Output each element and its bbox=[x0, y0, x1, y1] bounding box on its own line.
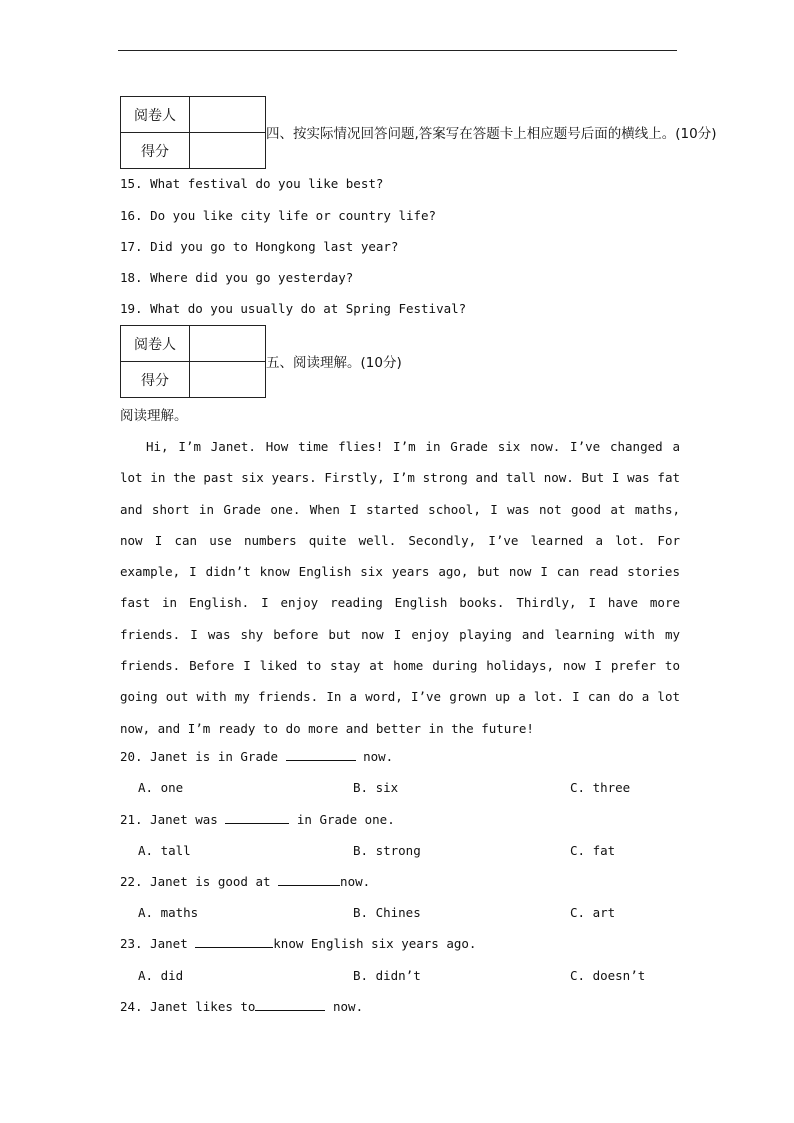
question-21-stem: 21. Janet was bbox=[120, 812, 226, 827]
score-box-section-5 bbox=[120, 325, 266, 398]
question-20-tail: now. bbox=[355, 749, 394, 764]
reading-passage: Hi, I’m Janet. How time flies! I’m in Grade six now. I’ve changed a lot in the past six years. Firstly, I’m strong and tall now. But I was fat and short in Grade one. When I started school, I was not good at maths, now I can use numbers quite well. Secondly, I’ve learned a lot. For example, I didn’t know English six years ago, but now I can read stories fast in English. I enjoy reading English books. Thirdly, I have more friends. I was shy before but now I enjoy playing and learning with my friends. Before I liked to stay at home during holidays, now I prefer to going out with my friends. In a word, I’ve grown up a lot. I can do a lot now, and I’m ready to do more and better in the future! bbox=[120, 439, 680, 736]
q22-option-a[interactable]: A. maths bbox=[138, 905, 199, 920]
question-24-stem: 24. Janet likes to bbox=[120, 999, 256, 1014]
question-21 bbox=[120, 812, 395, 827]
q22-option-b[interactable]: B. Chines bbox=[353, 905, 421, 920]
q23-option-c[interactable]: C. doesn’t bbox=[570, 968, 646, 983]
q20-option-b[interactable]: B. six bbox=[353, 780, 399, 795]
question-22-stem: 22. Janet is good at bbox=[120, 874, 279, 889]
question-23 bbox=[120, 936, 476, 951]
q20-option-a[interactable]: A. one bbox=[138, 780, 184, 795]
question-23-stem: 23. Janet bbox=[120, 936, 196, 951]
score-label: 得分 bbox=[121, 362, 190, 398]
question-17: 17. Did you go to Hongkong last year? bbox=[120, 239, 399, 254]
question-24 bbox=[120, 999, 363, 1014]
question-15: 15. What festival do you like best? bbox=[120, 176, 384, 191]
question-23-tail: know English six years ago. bbox=[273, 936, 477, 951]
reviewer-cell[interactable] bbox=[190, 326, 266, 362]
question-22-tail: now. bbox=[340, 874, 371, 889]
score-box-section-4 bbox=[120, 96, 266, 169]
answer-blank[interactable] bbox=[278, 874, 340, 886]
question-16: 16. Do you like city life or country life? bbox=[120, 208, 437, 223]
answer-blank[interactable] bbox=[195, 936, 273, 948]
q21-option-c[interactable]: C. fat bbox=[570, 843, 616, 858]
section-5-subtitle: 阅读理解。 bbox=[120, 408, 188, 424]
reviewer-label: 阅卷人 bbox=[121, 97, 190, 133]
question-24-tail: now. bbox=[325, 999, 364, 1014]
question-21-tail: in Grade one. bbox=[289, 812, 395, 827]
answer-blank[interactable] bbox=[255, 999, 325, 1011]
question-19: 19. What do you usually do at Spring Festival? bbox=[120, 301, 467, 316]
q21-option-a[interactable]: A. tall bbox=[138, 843, 191, 858]
question-18: 18. Where did you go yesterday? bbox=[120, 270, 354, 285]
q23-option-a[interactable]: A. did bbox=[138, 968, 184, 983]
answer-blank[interactable] bbox=[286, 749, 356, 761]
score-cell[interactable] bbox=[190, 362, 266, 398]
score-cell[interactable] bbox=[190, 133, 266, 169]
section-4-title: 四、按实际情况回答问题,答案写在答题卡上相应题号后面的横线上。(10分) bbox=[266, 126, 717, 142]
header-rule bbox=[118, 50, 677, 51]
section-5-title: 五、阅读理解。(10分) bbox=[266, 355, 402, 371]
q21-option-b[interactable]: B. strong bbox=[353, 843, 421, 858]
question-20-stem: 20. Janet is in Grade bbox=[120, 749, 286, 764]
reviewer-cell[interactable] bbox=[190, 97, 266, 133]
q22-option-c[interactable]: C. art bbox=[570, 905, 616, 920]
reviewer-label: 阅卷人 bbox=[121, 326, 190, 362]
answer-blank[interactable] bbox=[225, 812, 289, 824]
q23-option-b[interactable]: B. didn’t bbox=[353, 968, 421, 983]
score-label: 得分 bbox=[121, 133, 190, 169]
question-20 bbox=[120, 749, 393, 764]
q20-option-c[interactable]: C. three bbox=[570, 780, 631, 795]
question-22 bbox=[120, 874, 370, 889]
